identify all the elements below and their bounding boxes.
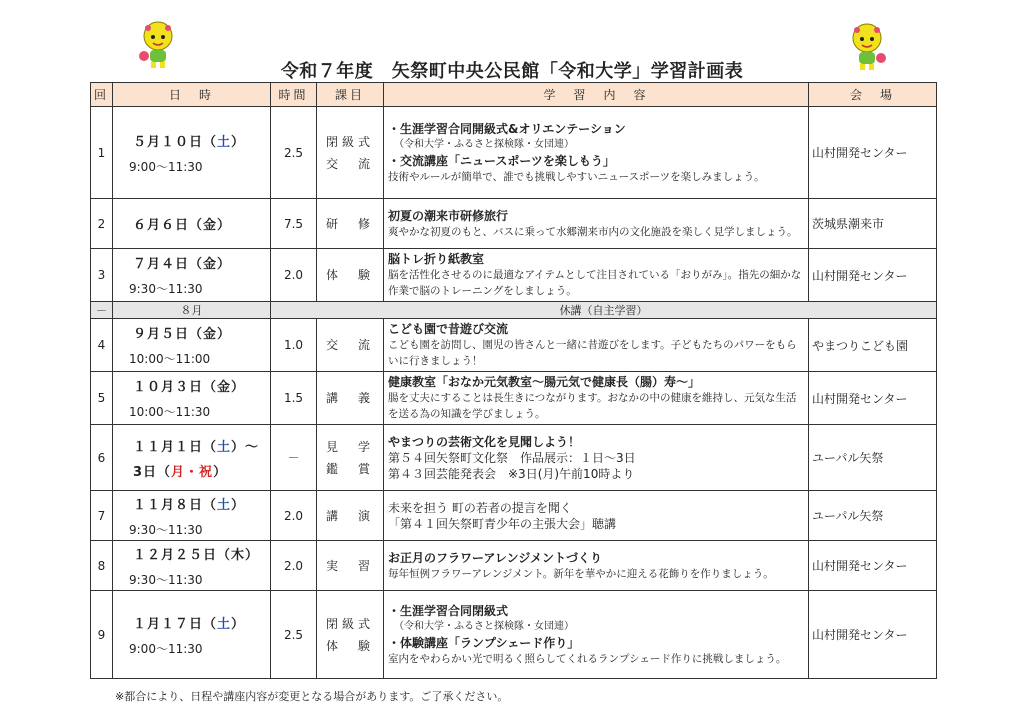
row-hours: 1.5 — [271, 372, 317, 425]
header-subject: 課目 — [317, 83, 384, 107]
time-text: 9:30～11:30 — [129, 522, 203, 537]
content-line: こども園を訪問し、園児の皆さんと一緒に昔遊びをします。子どもたちのパワーをもらいに行きましょう！ — [388, 339, 797, 367]
row-venue: ユーパル矢祭 — [809, 425, 937, 491]
content-line: ・生涯学習合同開級式&オリエンテーション — [388, 121, 626, 136]
row-content — [384, 107, 809, 199]
row-subject — [317, 425, 384, 491]
row-hours: － — [271, 425, 317, 491]
row-content — [384, 249, 809, 302]
header-hours: 時間 — [271, 83, 317, 107]
date-line — [129, 376, 270, 395]
table-row — [91, 107, 937, 199]
row-content — [384, 425, 809, 491]
content-line: （令和大学・ふるさと探検隊・女団連） — [394, 620, 574, 632]
table-row — [91, 541, 937, 591]
table-row — [91, 319, 937, 372]
subject-line: 交 流 — [325, 156, 374, 171]
row-venue: 山村開発センター — [809, 249, 937, 302]
date-text: ）～ — [231, 439, 260, 455]
row-date — [113, 199, 271, 249]
row-subject — [317, 319, 384, 372]
row-number: 5 — [91, 372, 113, 425]
subject-line: 鑑 賞 — [325, 461, 374, 476]
content-line: 技術やルールが簡単で、誰でも挑戦しやすいニュースポーツを楽しみましょう。 — [388, 170, 765, 183]
row-venue: 山村開発センター — [809, 107, 937, 199]
row-hours: 2.0 — [271, 541, 317, 591]
subject-line: 閉級式 — [325, 616, 374, 631]
row-content — [384, 372, 809, 425]
date-text: ） — [231, 134, 246, 150]
row-number: 4 — [91, 319, 113, 372]
content-line: やまつりの芸術文化を見聞しよう！ — [388, 434, 581, 449]
row-subject — [317, 491, 384, 541]
date-text: １０月３日（金） — [133, 380, 246, 395]
date-text: 3日（ — [133, 464, 172, 480]
table-row — [91, 199, 937, 249]
content-line: ・体験講座「ランプシェード作り」 — [388, 635, 580, 650]
date-text: １月１７日（ — [133, 616, 218, 632]
subject-line: 実 習 — [325, 558, 374, 573]
table-row — [91, 372, 937, 425]
date-text: １１月８日（ — [133, 497, 218, 513]
row-hours: 2.0 — [271, 249, 317, 302]
row-subject — [317, 591, 384, 679]
table-row — [91, 491, 937, 541]
row-venue: 山村開発センター — [809, 541, 937, 591]
date-line — [129, 323, 270, 342]
content-line: こども園で昔遊び交流 — [388, 322, 509, 336]
date-line — [129, 253, 270, 272]
subject-line: 講 義 — [325, 391, 374, 405]
table-header-row — [91, 83, 937, 107]
row-venue: 山村開発センター — [809, 372, 937, 425]
date-line — [129, 544, 270, 563]
row-content — [384, 491, 809, 541]
date-text: ５月１０日（ — [133, 134, 218, 150]
row-date — [113, 491, 271, 541]
time-text: 10:00～11:30 — [129, 405, 211, 419]
row-subject — [317, 372, 384, 425]
date-text: ） — [213, 464, 228, 480]
subject-line: 閉級式 — [325, 134, 374, 149]
row-venue: 茨城県潮来市 — [809, 199, 937, 249]
schedule-table — [90, 82, 937, 679]
row-date: ８月 — [113, 302, 271, 319]
header-date: 日 時 — [113, 83, 271, 107]
row-date — [113, 107, 271, 199]
row-content — [384, 591, 809, 679]
row-number: 3 — [91, 249, 113, 302]
header-content: 学 習 内 容 — [384, 83, 809, 107]
date-saturday: 土 — [217, 497, 232, 513]
date-line — [129, 214, 270, 233]
row-date — [113, 319, 271, 372]
row-number: － — [91, 302, 113, 319]
row-venue: 山村開発センター — [809, 591, 937, 679]
content-line: 脳トレ折り紙教室 — [388, 252, 485, 266]
time-text: 9:30～11:30 — [129, 282, 203, 296]
content-line: ・交流講座「ニュースポーツを楽しもう」 — [388, 153, 615, 168]
date-line — [129, 613, 270, 632]
content-line: ・生涯学習合同閉級式 — [388, 603, 509, 618]
time-text: 10:00～11:00 — [129, 352, 211, 366]
date-text: １１月１日（ — [133, 439, 218, 455]
row-number: 9 — [91, 591, 113, 679]
row-break-text: 休講（自主学習） — [271, 302, 937, 319]
row-date — [113, 541, 271, 591]
date-line — [129, 436, 270, 455]
time-text: 9:30～11:30 — [129, 572, 203, 587]
row-number: 1 — [91, 107, 113, 199]
table-row — [91, 591, 937, 679]
time-text: 9:00～11:30 — [129, 159, 203, 174]
row-number: 7 — [91, 491, 113, 541]
footnote: ※都合により、日程や講座内容が変更となる場合があります。ご了承ください。 — [115, 690, 509, 703]
header-venue: 会 場 — [809, 83, 937, 107]
content-line: 爽やかな初夏のもと、バスに乗って水郷潮来市内の文化施設を楽しく見学しましょう。 — [388, 225, 798, 238]
date-saturday: 土 — [217, 439, 232, 455]
row-subject — [317, 107, 384, 199]
row-number: 8 — [91, 541, 113, 591]
content-line: 第５４回矢祭町文化祭 作品展示：１日～3日 — [388, 450, 636, 465]
row-number: 6 — [91, 425, 113, 491]
row-subject — [317, 249, 384, 302]
row-hours: 2.5 — [271, 591, 317, 679]
date-saturday: 土 — [217, 616, 232, 632]
content-line: （令和大学・ふるさと探検隊・女団連） — [394, 138, 574, 150]
date-line — [129, 494, 270, 513]
subject-line: 交 流 — [325, 338, 374, 352]
row-date — [113, 249, 271, 302]
subject-line: 講 演 — [325, 508, 374, 523]
row-hours: 2.5 — [271, 107, 317, 199]
subject-line: 見 学 — [325, 439, 374, 454]
row-venue: ユーパル矢祭 — [809, 491, 937, 541]
content-line: 健康教室「おなか元気教室～腸元気で健康長（腸）寿～」 — [388, 375, 701, 389]
row-content — [384, 541, 809, 591]
table-row — [91, 249, 937, 302]
row-date — [113, 372, 271, 425]
content-line: 室内をやわらかい光で明るく照らしてくれるランプシェード作りに挑戦しましょう。 — [388, 652, 787, 665]
time-text: 9:00～11:30 — [129, 641, 203, 656]
date-text: ） — [231, 497, 246, 513]
date-text: ） — [231, 616, 246, 632]
row-hours: 1.0 — [271, 319, 317, 372]
content-line: お正月のフラワーアレンジメントづくり — [388, 550, 602, 565]
subject-line: 研 修 — [325, 216, 374, 231]
subject-line: 体 験 — [325, 268, 374, 282]
row-hours: 2.0 — [271, 491, 317, 541]
table-row-break — [91, 302, 937, 319]
date-text: ９月５日（金） — [133, 327, 232, 342]
content-line: 腸を丈夫にすることは長生きにつながります。おなかの中の健康を維持し、元気な生活を送る為の知識を学びましょう。 — [388, 392, 797, 420]
date-text: ６月６日（金） — [133, 218, 232, 233]
content-line: 毎年恒例フラワーアレンジメント。新年を華やかに迎える花飾りを作りましょう。 — [388, 567, 774, 580]
subject-line: 体 験 — [325, 638, 374, 653]
content-line: 未来を担う 町の若者の提言を聞く — [388, 500, 572, 515]
row-content — [384, 319, 809, 372]
date-holiday: 月・祝 — [171, 464, 214, 480]
content-line: 「第４１回矢祭町青少年の主張大会」聴講 — [388, 516, 617, 531]
row-content — [384, 199, 809, 249]
header-no: 回 — [91, 83, 113, 107]
content-line: 初夏の潮来市研修旅行 — [388, 208, 509, 223]
row-date — [113, 591, 271, 679]
row-venue: やまつりこども園 — [809, 319, 937, 372]
row-hours: 7.5 — [271, 199, 317, 249]
row-subject — [317, 541, 384, 591]
page-title: 令和７年度 矢祭町中央公民館「令和大学」学習計画表 — [280, 61, 744, 82]
table-row — [91, 425, 937, 491]
date-saturday: 土 — [217, 134, 232, 150]
content-line: 脳を活性化させるのに最適なアイテムとして注目されている「おりがみ」。指先の細かな作業で脳のトレーニングをしましょう。 — [388, 269, 802, 297]
row-subject — [317, 199, 384, 249]
date-text: １２月２５日（木） — [133, 547, 260, 563]
content-line: 第４３回芸能発表会 ※3日(月)午前10時より — [388, 466, 635, 481]
row-date — [113, 425, 271, 491]
date-line — [129, 131, 270, 150]
date-text: ７月４日（金） — [133, 257, 232, 272]
row-number: 2 — [91, 199, 113, 249]
date-line — [129, 461, 270, 480]
